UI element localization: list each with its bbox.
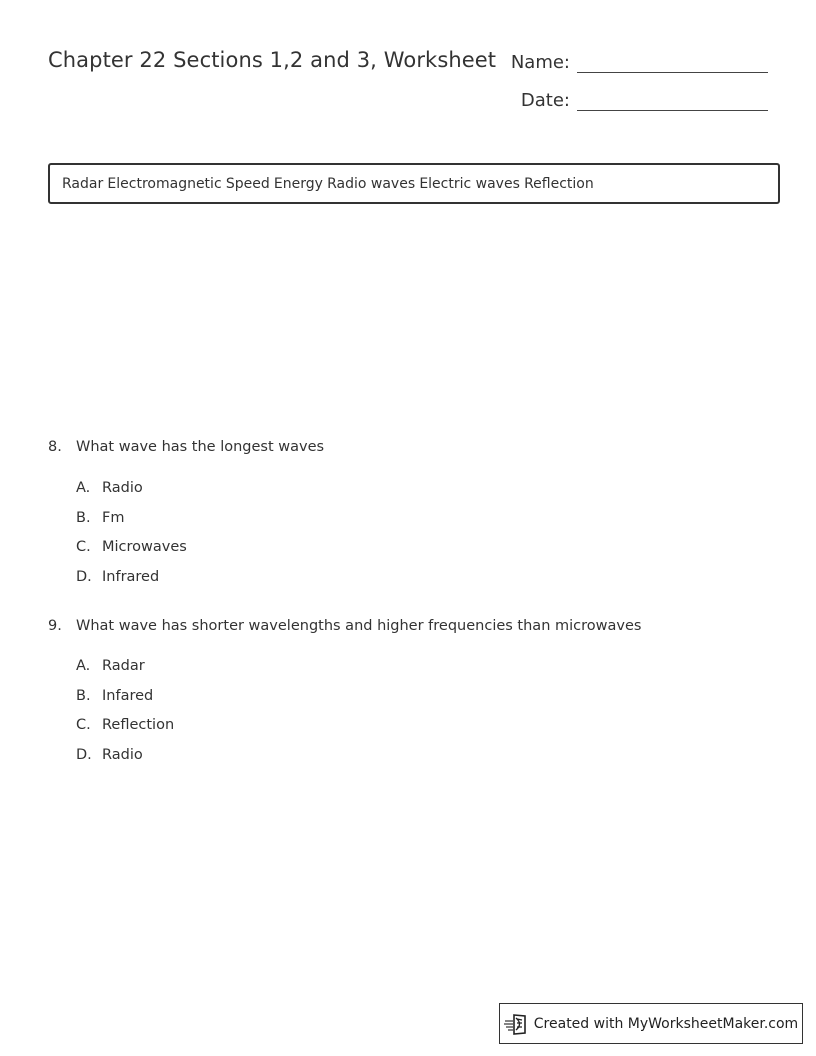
question-9: [48, 618, 641, 634]
word-bank-word: Energy: [273, 175, 323, 192]
question-number: 8.: [48, 439, 62, 455]
option-text: Reflection: [102, 717, 175, 733]
option-text: Microwaves: [102, 539, 187, 555]
worksheet-maker-logo-icon: [504, 1013, 528, 1035]
option-text: Fm: [102, 509, 125, 526]
option-letter: A.: [76, 480, 91, 496]
option-letter: B.: [76, 687, 91, 704]
date-blank-line: [577, 110, 768, 111]
option-letter: C.: [76, 717, 91, 733]
word-bank: [48, 163, 780, 204]
option-letter: D.: [76, 568, 92, 585]
question-text: What wave has shorter wavelengths and higher frequencies than microwaves: [76, 618, 642, 634]
question-9-options: [76, 658, 174, 776]
answer-option: [76, 688, 174, 718]
answer-option: [76, 658, 174, 688]
question-8-options: [76, 480, 187, 598]
option-text: Radar: [102, 658, 145, 674]
name-blank-line: [577, 72, 768, 73]
name-field: [511, 52, 768, 74]
option-text: Radio: [102, 746, 143, 763]
option-letter: D.: [76, 746, 92, 763]
option-text: Infared: [102, 687, 154, 704]
word-bank-word: Reflection: [524, 175, 594, 192]
question-number: 9.: [48, 618, 62, 634]
option-text: Radio: [102, 480, 143, 496]
answer-option: [76, 539, 187, 569]
option-letter: B.: [76, 509, 91, 526]
answer-option: [76, 480, 187, 510]
word-bank-word: Electromagnetic: [107, 175, 222, 192]
worksheet-title: Chapter 22 Sections 1,2 and 3, Worksheet: [48, 48, 497, 72]
name-label: Name:: [510, 52, 570, 73]
option-letter: A.: [76, 658, 91, 674]
answer-option: [76, 569, 187, 599]
word-bank-word: Radio waves: [327, 175, 416, 192]
answer-option: [76, 717, 174, 747]
word-bank-word: Speed: [225, 175, 270, 192]
answer-option: [76, 510, 187, 540]
word-bank-word: Electric waves: [419, 175, 520, 192]
footer-text: Created with MyWorksheetMaker.com: [533, 1015, 799, 1032]
date-label: Date:: [520, 90, 570, 111]
word-bank-word: Radar: [62, 175, 104, 192]
question-8: [48, 439, 324, 455]
option-letter: C.: [76, 539, 91, 555]
option-text: Infrared: [102, 568, 160, 585]
date-field: [521, 90, 768, 112]
answer-option: [76, 747, 174, 777]
question-text: What wave has the longest waves: [76, 439, 325, 455]
footer-badge: [499, 1003, 803, 1044]
